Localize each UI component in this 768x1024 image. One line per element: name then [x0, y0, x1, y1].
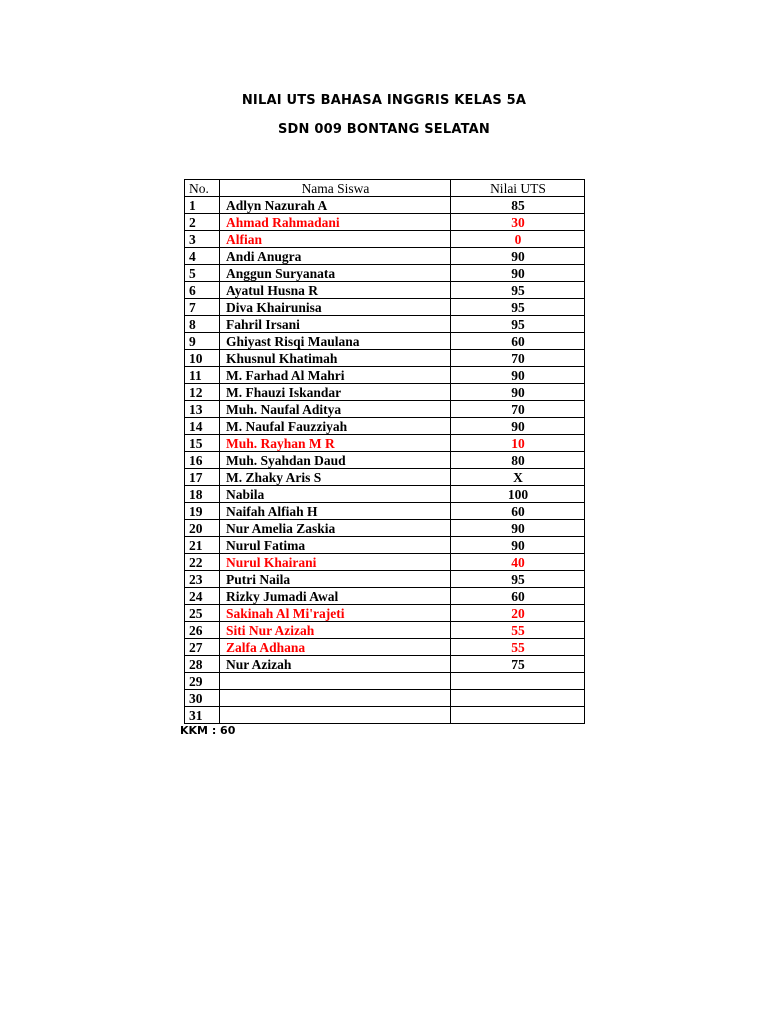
score-value: 55: [451, 622, 585, 639]
table-row: [185, 486, 585, 503]
score-value: 75: [451, 656, 585, 673]
table-row: [185, 537, 585, 554]
score-value: 60: [451, 503, 585, 520]
student-name: Nur Amelia Zaskia: [220, 520, 451, 537]
table-row: [185, 469, 585, 486]
row-number: 7: [185, 299, 220, 316]
score-value: 0: [451, 231, 585, 248]
row-number: 17: [185, 469, 220, 486]
score-value: 70: [451, 401, 585, 418]
grades-table: [184, 179, 585, 724]
row-number: 10: [185, 350, 220, 367]
table-row: [185, 316, 585, 333]
student-name: M. Zhaky Aris S: [220, 469, 451, 486]
student-name: [220, 690, 451, 707]
score-value: X: [451, 469, 585, 486]
table-row: [185, 214, 585, 231]
score-value: 10: [451, 435, 585, 452]
row-number: 12: [185, 384, 220, 401]
student-name: Siti Nur Azizah: [220, 622, 451, 639]
student-name: Anggun Suryanata: [220, 265, 451, 282]
student-name: [220, 673, 451, 690]
table-row: [185, 333, 585, 350]
table-row: [185, 605, 585, 622]
student-name: Muh. Syahdan Daud: [220, 452, 451, 469]
score-value: 90: [451, 384, 585, 401]
score-value: 95: [451, 571, 585, 588]
row-number: 23: [185, 571, 220, 588]
student-name: Nabila: [220, 486, 451, 503]
table-row: [185, 384, 585, 401]
row-number: 19: [185, 503, 220, 520]
document-title: NILAI UTS BAHASA INGGRIS KELAS 5A: [241, 93, 527, 108]
row-number: 31: [185, 707, 220, 724]
score-value: 95: [451, 282, 585, 299]
row-number: 18: [185, 486, 220, 503]
student-name: Fahril Irsani: [220, 316, 451, 333]
row-number: 16: [185, 452, 220, 469]
student-name: M. Naufal Fauzziyah: [220, 418, 451, 435]
row-number: 1: [185, 197, 220, 214]
table-row: [185, 707, 585, 724]
student-name: Putri Naila: [220, 571, 451, 588]
student-name: Alfian: [220, 231, 451, 248]
score-value: 85: [451, 197, 585, 214]
student-name: [220, 707, 451, 724]
table-row: [185, 248, 585, 265]
student-name: Ayatul Husna R: [220, 282, 451, 299]
score-value: [451, 690, 585, 707]
score-value: 90: [451, 248, 585, 265]
row-number: 3: [185, 231, 220, 248]
table-row: [185, 435, 585, 452]
score-value: [451, 673, 585, 690]
table-row: [185, 418, 585, 435]
student-name: M. Fhauzi Iskandar: [220, 384, 451, 401]
score-value: 60: [451, 588, 585, 605]
score-value: 95: [451, 299, 585, 316]
score-value: 55: [451, 639, 585, 656]
grades-table-body: [185, 197, 585, 724]
student-name: Nur Azizah: [220, 656, 451, 673]
student-name: M. Farhad Al Mahri: [220, 367, 451, 384]
score-value: 30: [451, 214, 585, 231]
score-value: 20: [451, 605, 585, 622]
table-row: [185, 571, 585, 588]
student-name: Zalfa Adhana: [220, 639, 451, 656]
table-row: [185, 639, 585, 656]
student-name: Muh. Naufal Aditya: [220, 401, 451, 418]
student-name: Naifah Alfiah H: [220, 503, 451, 520]
score-value: 60: [451, 333, 585, 350]
table-row: [185, 367, 585, 384]
grades-table-header: [185, 180, 585, 197]
table-row: [185, 503, 585, 520]
table-row: [185, 299, 585, 316]
score-value: 90: [451, 418, 585, 435]
header-student-name: Nama Siswa: [220, 180, 451, 197]
student-name: Khusnul Khatimah: [220, 350, 451, 367]
score-value: 90: [451, 367, 585, 384]
table-row: [185, 656, 585, 673]
row-number: 25: [185, 605, 220, 622]
table-row: [185, 690, 585, 707]
row-number: 22: [185, 554, 220, 571]
score-value: 90: [451, 537, 585, 554]
table-row: [185, 350, 585, 367]
table-row: [185, 554, 585, 571]
row-number: 14: [185, 418, 220, 435]
row-number: 15: [185, 435, 220, 452]
table-row: [185, 197, 585, 214]
row-number: 8: [185, 316, 220, 333]
score-value: 90: [451, 520, 585, 537]
row-number: 11: [185, 367, 220, 384]
row-number: 28: [185, 656, 220, 673]
row-number: 13: [185, 401, 220, 418]
table-row: [185, 265, 585, 282]
table-row: [185, 673, 585, 690]
score-value: 95: [451, 316, 585, 333]
student-name: Ghiyast Risqi Maulana: [220, 333, 451, 350]
row-number: 4: [185, 248, 220, 265]
table-row: [185, 588, 585, 605]
student-name: Rizky Jumadi Awal: [220, 588, 451, 605]
row-number: 2: [185, 214, 220, 231]
table-row: [185, 622, 585, 639]
row-number: 27: [185, 639, 220, 656]
table-row: [185, 231, 585, 248]
table-row: [185, 520, 585, 537]
student-name: Nurul Khairani: [220, 554, 451, 571]
row-number: 5: [185, 265, 220, 282]
row-number: 20: [185, 520, 220, 537]
row-number: 6: [185, 282, 220, 299]
score-value: 40: [451, 554, 585, 571]
table-row: [185, 401, 585, 418]
student-name: Muh. Rayhan M R: [220, 435, 451, 452]
row-number: 30: [185, 690, 220, 707]
header-no: No.: [185, 180, 220, 197]
header-row: [185, 180, 585, 197]
row-number: 29: [185, 673, 220, 690]
score-value: [451, 707, 585, 724]
kkm-note: KKM : 60: [180, 724, 236, 737]
student-name: Diva Khairunisa: [220, 299, 451, 316]
row-number: 9: [185, 333, 220, 350]
score-value: 100: [451, 486, 585, 503]
score-value: 80: [451, 452, 585, 469]
student-name: Ahmad Rahmadani: [220, 214, 451, 231]
row-number: 26: [185, 622, 220, 639]
student-name: Sakinah Al Mi'rajeti: [220, 605, 451, 622]
student-name: Nurul Fatima: [220, 537, 451, 554]
score-value: 70: [451, 350, 585, 367]
row-number: 24: [185, 588, 220, 605]
table-row: [185, 282, 585, 299]
student-name: Adlyn Nazurah A: [220, 197, 451, 214]
student-name: Andi Anugra: [220, 248, 451, 265]
table-row: [185, 452, 585, 469]
header-score: Nilai UTS: [451, 180, 585, 197]
score-value: 90: [451, 265, 585, 282]
row-number: 21: [185, 537, 220, 554]
school-name: SDN 009 BONTANG SELATAN: [277, 122, 491, 137]
